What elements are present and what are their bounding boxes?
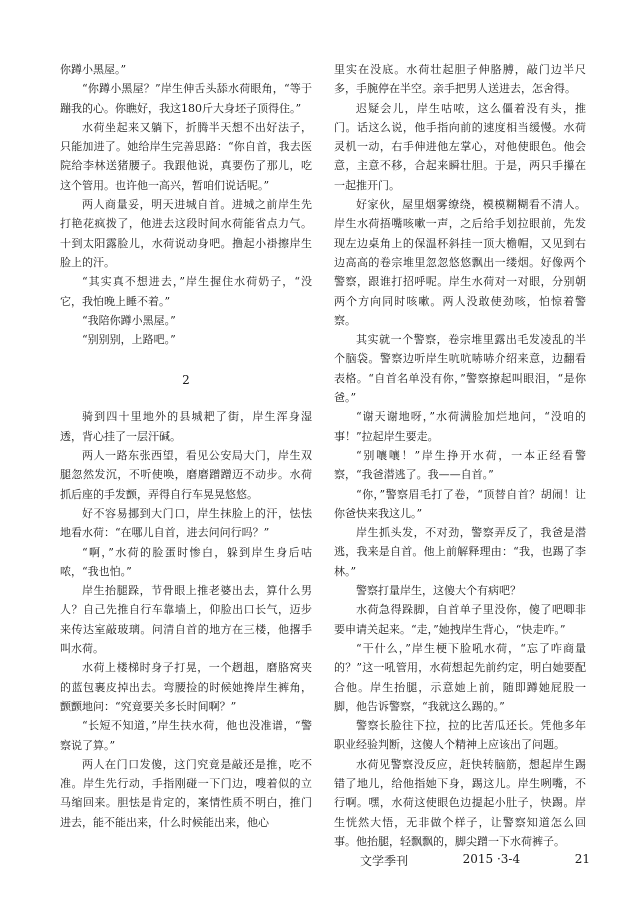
paragraph: “其实真不想进去，”岸生握住水荷奶子，“没它，我怕晚上睡不着。” bbox=[60, 275, 312, 308]
paragraph: “长短不知道，”岸生扶水荷，他也没准谱，“警察说了算。” bbox=[60, 719, 312, 752]
left-paragraphs-after bbox=[60, 407, 312, 832]
paragraph: 两人在门口发傻，这门究竟是敲还是推，吃不准。岸生先行动，手指刚碰一下门边，嗖着似的立马缩回来。胆怯是肯定的，案情性质不明白，推门进去，能不能出来，什么时候能出来，他心 bbox=[60, 757, 312, 829]
paragraph: 两人一路东张西望，看见公安局大门，岸生双腿忽然发沉，不听使唤，磨磨蹭蹭迈不动步。水荷抓后座的手发颤，弄得自行车晃晃悠悠。 bbox=[60, 449, 312, 501]
paragraph: “你，”警察眉毛打了卷，“顶替自首？胡闹！让你爸快来我这儿。” bbox=[334, 487, 586, 520]
paragraph: “干什么，”岸生梗下脸吼水荷，“忘了咋商量的？”这一吼管用，水荷想起先前约定，明白她要配合他。岸生抬腿，示意她上前，随即蹲她屁股一脚，他告诉警察，“我就这么踢的。” bbox=[334, 641, 586, 713]
page-number: 21 bbox=[574, 852, 590, 866]
paragraph: “啊，”水荷的脸蛋时惨白，躲到岸生身后咕哝，“我也怕。” bbox=[60, 545, 312, 578]
paragraph: “谢天谢地呀，”水荷满脸加烂地问，“没咱的事！”拉起岸生要走。 bbox=[334, 410, 586, 443]
paragraph: 岸生抬腿跺，节骨眼上推老婆出去，算什么男人？自己先推自行车靠墙上，仰脸出口长气，迈步来传达室敲玻璃。问清自首的地方在三楼，他撂手叫水荷。 bbox=[60, 584, 312, 656]
paragraph: “你蹲小黑屋？”岸生伸舌头舔水荷眼角，“等于蹦我的心。你瞧好，我这180斤大身坯子顶得住。” bbox=[60, 82, 312, 115]
paragraph: 岸生抓头发，不对劲，警察弄反了，我爸是潜逃，我来是自首。他上前解释理由：“我，也踢了李林。” bbox=[334, 526, 586, 578]
left-column bbox=[60, 60, 312, 832]
paragraph: 好家伙，屋里烟雾缭绕，模模糊糊看不清人。岸生水荷捂嘴咳嗽一声，之后给手划拉眼前，先发现左边桌角上的保温杯斜挂一顶大檐帽，又见到右边高高的卷宗堆里忽忽悠悠飘出一缕烟。好像两个警察，跟谁打招呼呢。岸生水荷对一对眼，分别朝两个方向同时咳嗽。两人没敢使劲咳，怕惊着警察。 bbox=[334, 198, 586, 327]
paragraph: 其实就一个警察，卷宗堆里露出毛发凌乱的半个脑袋。警察边听岸生吭吭哧哧介绍来意，边翻看表格。“自首名单没有你，”警察撩起叫眼泪，“是你爸。” bbox=[334, 333, 586, 405]
paragraph: “别嚷嚷！”岸生挣开水荷，一本正经看警察，“我爸潜逃了。我——自首。” bbox=[334, 448, 586, 482]
paragraph: 警察打量岸生，这傻大个有病吧？ bbox=[356, 584, 521, 598]
section-number: 2 bbox=[182, 373, 190, 388]
paragraph: 警察长脸往下拉，拉的比苦瓜还长。凭他多年职业经验判断，这傻人个精神上应该出了问题。 bbox=[334, 719, 586, 752]
right-paragraphs bbox=[334, 60, 586, 851]
paragraph: 迟疑会儿，岸生咕哝，这么僵着没有头，推门。话这么说，他手指向前的速度相当缓慢。水荷灵机一动，右手伸进他左掌心，对他使眼色。他会意，主意不移，合起来瞬壮胆。于是，两只手攥在一起推开门。 bbox=[334, 101, 586, 192]
page-footer bbox=[360, 852, 590, 869]
paragraph: 水荷上楼梯时身子打晃，一个趔趄，磨胳窝夹的蓝包裹皮掉出去。弯腰捡的时候她搀岸生裤角，颤颤地问：“究竟要关多长时间啊？” bbox=[60, 661, 312, 713]
paragraph: 你蹲小黑屋。” bbox=[60, 63, 127, 76]
paragraph: 两人商量妥，明天进城自首。进城之前岸生先打艳花疯拨了，他进去这段时间水荷能省点力气。十到太阳露脸儿，水荷说动身吧。撸起小褂擦岸生脸上的汗。 bbox=[60, 198, 312, 269]
paragraph: “我陪你蹲小黑屋。” bbox=[82, 313, 176, 327]
paragraph: 好不容易挪到大门口，岸生抹脸上的汗，怯怯地看水荷：“在哪儿自首，进去问问行吗？” bbox=[60, 506, 312, 540]
left-paragraphs-before bbox=[60, 60, 312, 349]
journal-name: 文学季刊 bbox=[360, 854, 409, 868]
paragraph: 骑到四十里地外的县城耙了街，岸生浑身湿透，背心挂了一层汗碱。 bbox=[60, 410, 312, 443]
issue-number: 2015 ·3-4 bbox=[462, 852, 521, 866]
paragraph: 水荷坐起来又躺下，折腾半天想不出好法子，只能加进了。她给岸生完善思路：“你自首，我去医院给李林送猪腰子。我跟他说，真要伤了那儿，吃这个管用。也许他一高兴，暂咱们说话呢。” bbox=[60, 120, 312, 192]
paragraph: 里实在没底。水荷壮起胆子伸胳膊，敲门边半尺多，手腕停在半空。亲手把男人送进去，怎舍得。 bbox=[334, 63, 586, 96]
paragraph: 水荷见警察没反应，赶快转脑筋，想起岸生踢错了地儿，给他指她下身，踢这儿。岸生咧嘴，不行啊。嘿，水荷这使眼色边提起小肚子，快踢。岸生恍然大悟，无非做个样子，让警察知道怎么回事。他抬腿，轻飘飘的，脚尖蹭一下水荷裤子。 bbox=[334, 757, 586, 848]
paragraph: “别别别，上路吧。” bbox=[82, 333, 176, 347]
right-column bbox=[334, 60, 586, 851]
paragraph: 水荷急得跺脚，自首单子里没你，傻了吧唧非要申请关起来。“走，”她拽岸生背心，“快走咋。” bbox=[334, 603, 586, 636]
